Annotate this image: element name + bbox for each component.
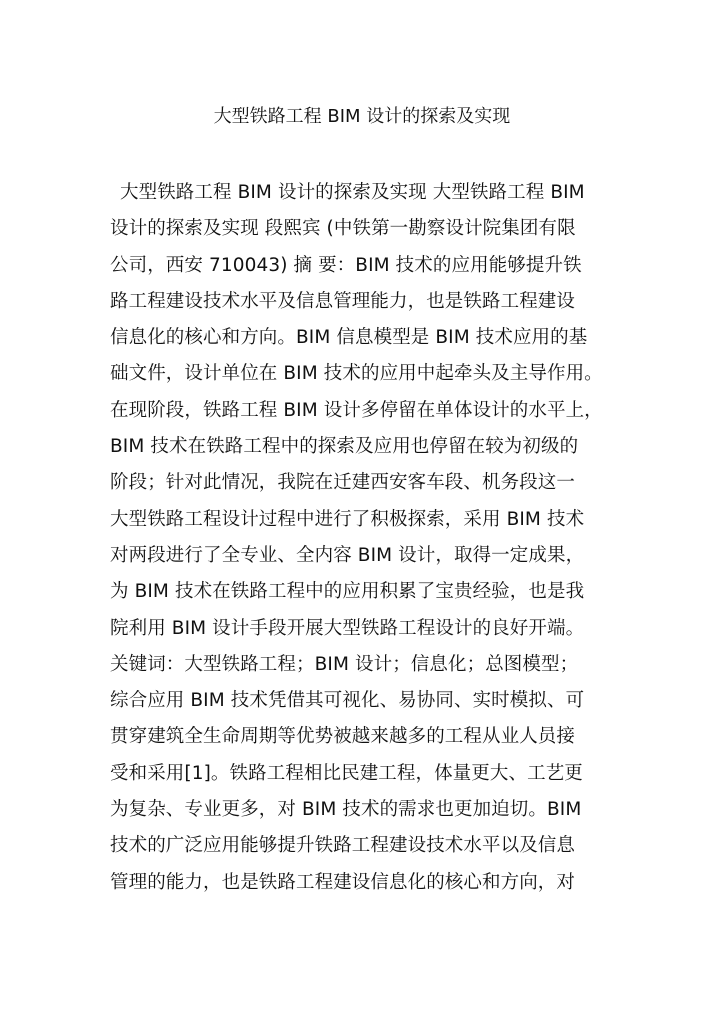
body-line: 大型铁路工程设计过程中进行了积极探索，采用 BIM 技术 [110,508,585,530]
body-line: 大型铁路工程 BIM 设计的探索及实现 大型铁路工程 BIM [120,182,585,203]
body-line: 设计的探索及实现 段熙宾 (中铁第一勘察设计院集团有限 [110,218,576,240]
body-line: 贯穿建筑全生命周期等优势被越来越多的工程从业人员接 [110,726,576,748]
body-line: 础文件，设计单位在 BIM 技术的应用中起牵头及主导作用。 [110,363,603,385]
body-line: 技术的广泛应用能够提升铁路工程建设技术水平以及信息 [110,835,576,857]
body-line: BIM 技术在铁路工程中的探索及应用也停留在较为初级的 [110,436,579,458]
body-line: 为复杂、专业更多，对 BIM 技术的需求也更加迫切。BIM [110,799,582,821]
document-body [110,178,630,904]
body-line: 为 BIM 技术在铁路工程中的应用积累了宝贵经验，也是我 [110,581,585,603]
body-line: 信息化的核心和方向。BIM 信息模型是 BIM 技术应用的基 [110,327,588,349]
body-line: 路工程建设技术水平及信息管理能力，也是铁路工程建设 [110,290,576,312]
body-line: 在现阶段，铁路工程 BIM 设计多停留在单体设计的水平上， [110,399,603,421]
body-line: 公司，西安 710043) 摘 要：BIM 技术的应用能够提升铁 [110,254,582,276]
body-line: 关键词：大型铁路工程；BIM 设计；信息化；总图模型； [110,653,579,675]
document-title: 大型铁路工程 BIM 设计的探索及实现 [213,106,511,127]
body-line: 对两段进行了全专业、全内容 BIM 设计，取得一定成果， [110,544,585,566]
body-line: 综合应用 BIM 技术凭借其可视化、易协同、实时模拟、可 [110,690,585,712]
body-line: 受和采用[1]。铁路工程相比民建工程，体量更大、工艺更 [110,762,583,784]
body-line: 管理的能力，也是铁路工程建设信息化的核心和方向，对 [110,871,576,893]
body-line: 阶段；针对此情况，我院在迁建西安客车段、机务段这一 [110,472,576,494]
body-line: 院利用 BIM 设计手段开展大型铁路工程设计的良好开端。 [110,617,585,639]
